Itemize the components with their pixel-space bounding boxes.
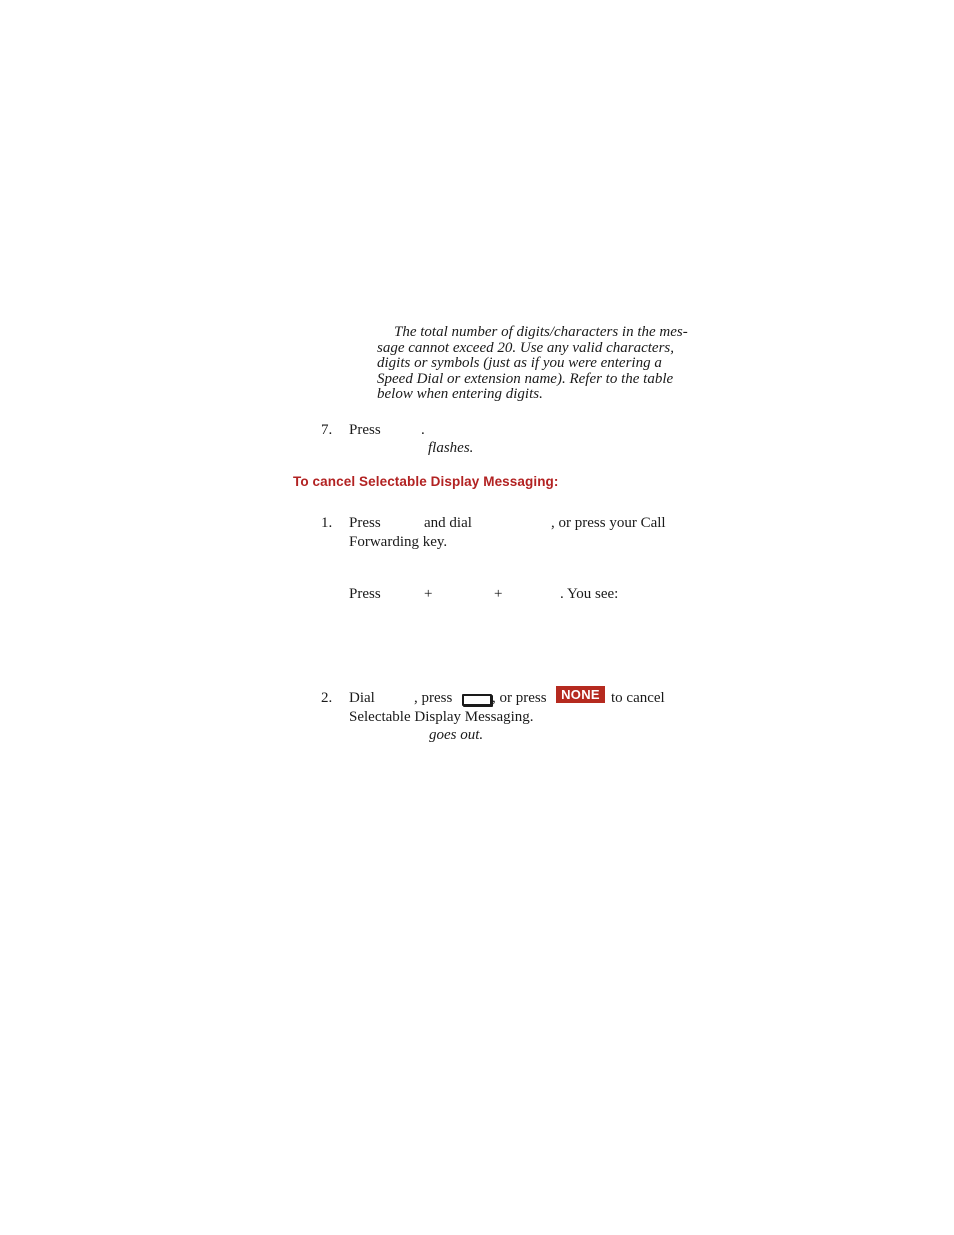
step-2-result: goes out. (429, 727, 484, 743)
step-1-and-dial: and dial (424, 515, 472, 531)
step-2-number: 2. (321, 690, 333, 706)
step-1-number: 1. (321, 515, 333, 531)
alt-plus-1: + (424, 586, 433, 602)
step-1-press: Press (349, 515, 381, 531)
step-7-period: . (421, 422, 425, 438)
step-2-to-cancel: to cancel (611, 690, 665, 706)
blank-key-icon (462, 694, 492, 706)
step-1-line2: Forwarding key. (349, 534, 448, 550)
note-line: below when entering digits. (377, 386, 543, 403)
step-2-or-press: , or press (492, 690, 547, 706)
none-key-button[interactable]: NONE (556, 686, 605, 703)
step-1-or-press: , or press your Call (551, 515, 666, 531)
cancel-heading: To cancel Selectable Display Messaging: (293, 474, 559, 489)
note-line: sage cannot exceed 20. Use any valid characters, (377, 339, 674, 356)
alt-you-see: . You see: (560, 586, 619, 602)
note-line: digits or symbols (just as if you were entering a (377, 355, 662, 372)
step-2-dial: Dial (349, 690, 375, 706)
step-7-press: Press (349, 422, 381, 438)
note-line: The total number of digits/characters in the mes- (394, 324, 688, 340)
step-7-result: flashes. (428, 440, 474, 456)
step-7-number: 7. (321, 422, 333, 438)
alt-press: Press (349, 586, 381, 602)
note-text (377, 325, 707, 403)
alt-plus-2: + (494, 586, 503, 602)
step-2-line2: Selectable Display Messaging. (349, 709, 534, 725)
note-line: Speed Dial or extension name). Refer to the table (377, 370, 674, 387)
step-2-press: , press (414, 690, 453, 706)
